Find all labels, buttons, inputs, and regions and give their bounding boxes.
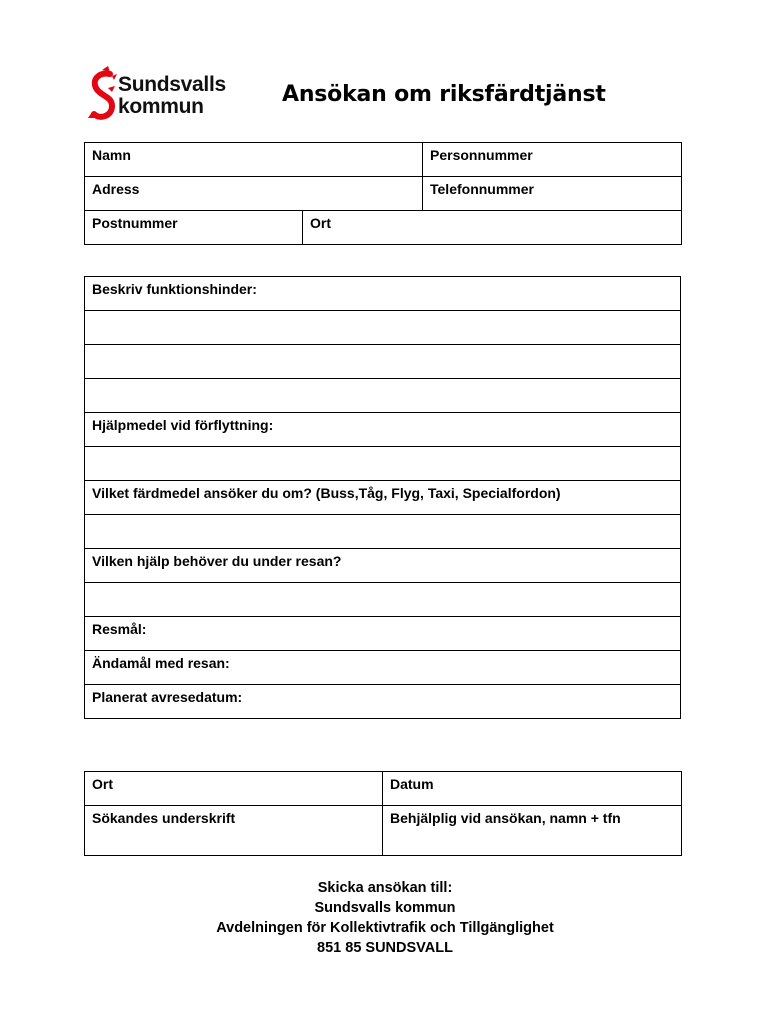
personnummer-label: Personnummer: [430, 147, 533, 163]
disability-input-row-1[interactable]: [85, 311, 681, 345]
ort-field[interactable]: [303, 211, 682, 245]
signature-ort-field[interactable]: [85, 772, 383, 806]
footer-line-2: Sundsvalls kommun: [314, 900, 456, 916]
assistant-field[interactable]: [383, 806, 682, 856]
help-label-row: [85, 549, 681, 583]
address-field[interactable]: [85, 177, 423, 211]
date-field[interactable]: [383, 772, 682, 806]
logo-line-1: Sundsvalls: [118, 73, 226, 96]
transport-label: Vilket färdmedel ansöker du om? (Buss,Tåg, Flyg, Taxi, Specialfordon): [92, 485, 561, 501]
personal-info-table: [84, 142, 682, 245]
signature-table: [84, 771, 682, 856]
footer-line-3: Avdelningen för Kollektivtrafik och Tillgänglighet: [216, 920, 554, 936]
purpose-field[interactable]: [85, 651, 681, 685]
footer-line-1: Skicka ansökan till:: [317, 880, 453, 896]
personnummer-field[interactable]: [423, 143, 682, 177]
address-label: Adress: [92, 181, 140, 197]
applicant-signature-label: Sökandes underskrift: [92, 810, 236, 826]
aids-label: Hjälpmedel vid förflyttning:: [92, 417, 274, 433]
disability-label: Beskriv funktionshinder:: [92, 281, 257, 297]
aids-input-row[interactable]: [85, 447, 681, 481]
logo-line-2: kommun: [118, 95, 204, 118]
travel-details-table: [84, 276, 681, 719]
disability-input-row-2[interactable]: [85, 345, 681, 379]
transport-input-row[interactable]: [85, 515, 681, 549]
transport-label-row: [85, 481, 681, 515]
signature-ort-label: Ort: [92, 776, 113, 792]
applicant-signature-field[interactable]: [85, 806, 383, 856]
assistant-label: Behjälplig vid ansökan, namn + tfn: [390, 810, 621, 826]
footer-line-4: 851 85 SUNDSVALL: [317, 940, 453, 956]
disability-label-row: [85, 277, 681, 311]
help-label: Vilken hjälp behöver du under resan?: [92, 553, 342, 569]
phone-label: Telefonnummer: [430, 181, 534, 197]
purpose-label: Ändamål med resan:: [92, 655, 230, 671]
municipality-logo: [88, 66, 258, 126]
name-field[interactable]: [85, 143, 423, 177]
date-label: Datum: [390, 776, 434, 792]
postnummer-label: Postnummer: [92, 215, 178, 231]
name-label: Namn: [92, 147, 131, 163]
mailing-address: [0, 878, 770, 958]
aids-label-row: [85, 413, 681, 447]
phone-field[interactable]: [423, 177, 682, 211]
help-input-row[interactable]: [85, 583, 681, 617]
dragon-s-emblem-icon: [88, 66, 118, 126]
disability-input-row-3[interactable]: [85, 379, 681, 413]
ort-label: Ort: [310, 215, 331, 231]
destination-label: Resmål:: [92, 621, 147, 637]
departure-date-field[interactable]: [85, 685, 681, 719]
postnummer-field[interactable]: [85, 211, 303, 245]
page-title: Ansökan om riksfärdtjänst: [282, 82, 606, 107]
destination-field[interactable]: [85, 617, 681, 651]
departure-label: Planerat avresedatum:: [92, 689, 243, 705]
